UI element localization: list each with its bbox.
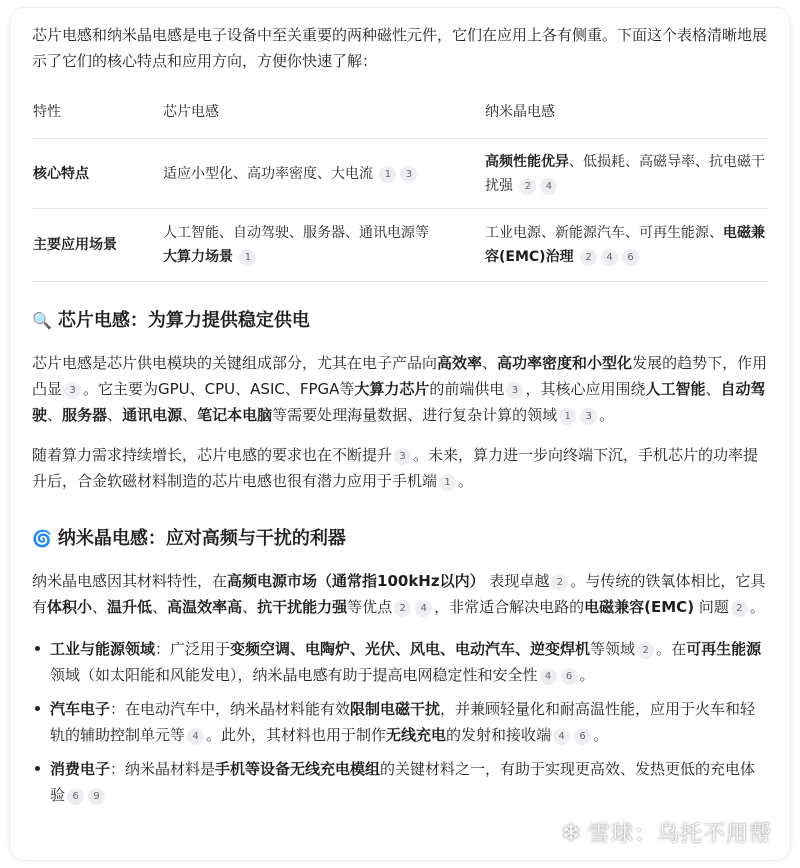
text: 、 <box>152 598 168 616</box>
citation-badge[interactable]: 1 <box>379 166 396 183</box>
text: 的前端供电 <box>429 380 505 398</box>
citation-badge[interactable]: 6 <box>622 249 639 266</box>
citation-badge[interactable]: 2 <box>580 249 597 266</box>
citation-badge[interactable]: 6 <box>561 668 578 685</box>
citation-badge[interactable]: 6 <box>67 788 84 805</box>
bold-text: 高频电源市场（通常指100kHz以内） <box>227 572 485 590</box>
answer-card <box>10 8 790 860</box>
bold-text: 手机等设备无线充电模组 <box>215 760 381 778</box>
nano-paragraph-1 <box>32 568 768 620</box>
text: 芯片电感是芯片供电模块的关键组成部分，尤其在电子产品向 <box>32 354 438 372</box>
citation-badge[interactable]: 4 <box>415 600 432 617</box>
cell-text: 人工智能、自动驾驶、服务器、通讯电源等 <box>163 225 429 241</box>
bold-text: 高功率密度和小型化 <box>497 354 633 372</box>
table-header-cell: 特性 <box>33 104 61 120</box>
text: 表现卓越 <box>489 572 550 590</box>
text: 、 <box>47 406 63 424</box>
citation-badge[interactable]: 4 <box>187 728 204 745</box>
bold-text: 高温效率高 <box>167 598 243 616</box>
citation-badge[interactable]: 4 <box>601 249 618 266</box>
citation-badge[interactable]: 3 <box>394 448 411 465</box>
text: 。未来，算力进一步向终端下沉，手机芯片的功率提升后，合金软磁材料制造的芯片电感也很有潜力应用于手机端 <box>32 446 759 490</box>
bold-text: 自动驾驶 <box>32 380 766 424</box>
bold-text: 通讯电源 <box>122 406 183 424</box>
text: 。此外，其材料也用于制作 <box>206 726 387 744</box>
section-title: 芯片电感：为算力提供稳定供电 <box>57 310 310 331</box>
table-cell <box>484 209 768 282</box>
bold-text: 抗干扰能力强 <box>257 598 348 616</box>
citation-badge[interactable]: 2 <box>394 600 411 617</box>
application-list <box>32 636 768 808</box>
text: ，并兼顾轻量化和耐高温性能，应用于火车和轻轨的辅助控制单元等 <box>50 700 756 744</box>
bold-text: 大算力芯片 <box>354 380 430 398</box>
citation-badge[interactable]: 1 <box>559 408 576 425</box>
text: 、 <box>182 406 198 424</box>
citation-badge[interactable]: 3 <box>64 382 81 399</box>
cell-text: 适应小型化、高功率密度、大电流 <box>163 165 373 182</box>
bold-text: 限制电磁干扰 <box>350 700 441 718</box>
citation-badge[interactable]: 3 <box>506 382 523 399</box>
bold-text: 无线充电 <box>386 726 447 744</box>
bold-text: 可再生能源 <box>686 640 762 658</box>
text: 等优点 <box>347 598 393 616</box>
watermark <box>561 817 772 848</box>
table-cell <box>162 139 484 209</box>
citation-badge[interactable]: 4 <box>540 178 557 195</box>
text: 。 <box>458 472 474 490</box>
cell-text: 工业电源、新能源汽车、可再生能源、 <box>485 225 723 241</box>
text: 领域（如太阳能和风能发电），纳米晶电感有助于提高电网稳定性和安全性 <box>50 666 538 684</box>
citation-badge[interactable]: 2 <box>637 642 654 659</box>
citation-badge[interactable]: 2 <box>731 600 748 617</box>
cyclone-icon: 🌀 <box>32 529 52 548</box>
table-header-cell: 纳米晶电感 <box>485 104 555 120</box>
bullet-label: 消费电子 <box>50 760 111 778</box>
bold-text: 高效率 <box>437 354 483 372</box>
bold-text: 电磁兼容(EMC) <box>584 598 695 616</box>
bold-text: 温升低 <box>107 598 153 616</box>
bold-text: 变频空调、电陶炉、光伏、风电、电动汽车、逆变焊机 <box>230 640 591 658</box>
section-heading-nano-inductor <box>32 524 768 554</box>
table-cell <box>484 139 768 209</box>
bullet-label: 汽车电子 <box>50 700 111 718</box>
section-title: 纳米晶电感：应对高频与干扰的利器 <box>57 528 346 549</box>
text: 等领域 <box>590 640 636 658</box>
table-header-row <box>32 84 768 139</box>
snowball-icon: ❄ <box>560 819 582 847</box>
cell-bold-text: 大算力场景 <box>163 249 233 265</box>
text: 、 <box>482 354 498 372</box>
text: 发展的趋势下，作用凸显 <box>32 354 768 398</box>
text: 的关键材料之一，有助于实现更高效、发热更低的充电体验 <box>50 760 756 804</box>
citation-badge[interactable]: 2 <box>519 178 536 195</box>
citation-badge[interactable]: 3 <box>400 166 417 183</box>
bold-text: 笔记本电脑 <box>197 406 273 424</box>
bold-text: 人工智能 <box>645 380 706 398</box>
citation-badge[interactable]: 9 <box>88 788 105 805</box>
chip-paragraph-1 <box>32 350 768 428</box>
magnifier-icon: 🔍 <box>32 311 52 330</box>
section-heading-chip-inductor <box>32 306 768 336</box>
text: 纳米晶电感因其材料特性，在 <box>32 572 228 590</box>
list-item <box>32 636 768 688</box>
bold-text: 体积小 <box>47 598 93 616</box>
cell-text: 、低损耗、高磁导率、抗电磁干扰强 <box>485 153 765 194</box>
citation-badge[interactable]: 6 <box>574 728 591 745</box>
text: 、 <box>705 380 721 398</box>
citation-badge[interactable]: 1 <box>439 474 456 491</box>
table-header-cell: 芯片电感 <box>163 104 219 120</box>
text: ：在电动汽车中，纳米晶材料能有效 <box>110 700 351 718</box>
text: 。 <box>593 726 609 744</box>
citation-badge[interactable]: 4 <box>540 668 557 685</box>
citation-badge[interactable]: 1 <box>239 249 256 266</box>
table-cell <box>162 209 484 282</box>
bullet-label: 工业与能源领域 <box>50 640 156 658</box>
row-label: 核心特点 <box>32 139 162 209</box>
citation-badge[interactable]: 2 <box>551 574 568 591</box>
text: 、 <box>107 406 123 424</box>
answer-content <box>32 22 768 808</box>
row-label: 主要应用场景 <box>32 209 162 282</box>
cell-bold-text: 高频性能优异 <box>485 153 569 170</box>
list-item <box>32 756 768 808</box>
text: 随着算力需求持续增长，芯片电感的要求也在不断提升 <box>32 446 393 464</box>
text: ，其核心应用围绕 <box>525 380 646 398</box>
text: 问题 <box>698 598 729 616</box>
citation-badge[interactable]: 4 <box>553 728 570 745</box>
text: 等需要处理海量数据、进行复杂计算的领域 <box>272 406 558 424</box>
comparison-table <box>32 84 768 282</box>
cell-bold-text: 电磁兼容(EMC)治理 <box>485 225 765 265</box>
text: 。与传统的铁氧体相比，它具有 <box>32 572 766 616</box>
text: ：广泛用于 <box>155 640 231 658</box>
text: 。在 <box>656 640 687 658</box>
citation-badge[interactable]: 3 <box>580 408 597 425</box>
text: 的发射和接收端 <box>446 726 552 744</box>
text: 、 <box>92 598 108 616</box>
text: 。它主要为GPU、CPU、ASIC、FPGA等 <box>83 380 355 398</box>
chip-paragraph-2 <box>32 442 768 494</box>
watermark-text: 雪球：乌托不用帮 <box>587 822 772 847</box>
text: 。 <box>579 666 595 684</box>
table-row <box>32 139 768 209</box>
list-item <box>32 696 768 748</box>
text: 、 <box>242 598 258 616</box>
text: ，非常适合解决电路的 <box>434 598 585 616</box>
bold-text: 服务器 <box>62 406 108 424</box>
table-row <box>32 209 768 282</box>
text: 。 <box>599 406 615 424</box>
text: 。 <box>749 598 765 616</box>
intro-paragraph: 芯片电感和纳米晶电感是电子设备中至关重要的两种磁性元件，它们在应用上各有侧重。下面这个表格清晰地展示了它们的核心特点和应用方向，方便你快速了解： <box>32 26 768 70</box>
text: ：纳米晶材料是 <box>110 760 216 778</box>
